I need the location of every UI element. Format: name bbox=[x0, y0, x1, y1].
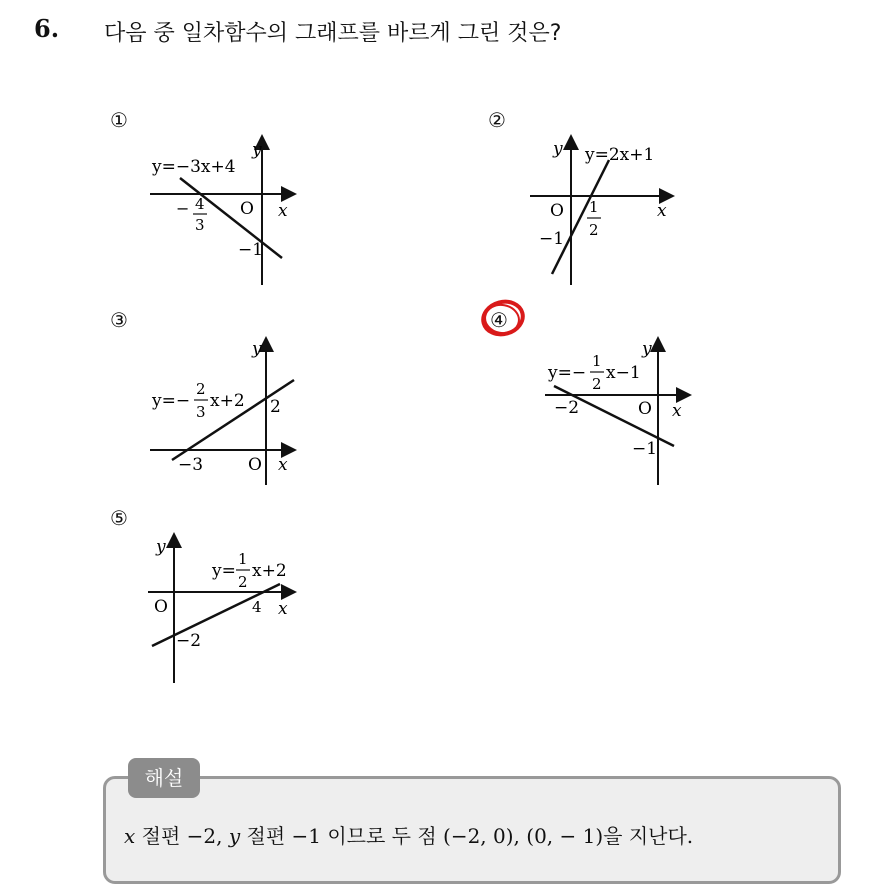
explanation-x-var: x bbox=[124, 824, 136, 848]
question-text: 다음 중 일차함수의 그래프를 바르게 그린 것은? bbox=[104, 21, 562, 46]
y-intercept-label: −1 bbox=[539, 229, 565, 249]
equation-label-a: y=− bbox=[152, 391, 191, 411]
equation-label-b: x+2 bbox=[210, 391, 245, 411]
origin-label: O bbox=[550, 201, 564, 221]
frac-num: 2 bbox=[196, 380, 206, 398]
y-label: y bbox=[642, 339, 652, 359]
x-intercept-label: −3 bbox=[178, 455, 204, 475]
x-intercept-label: −2 bbox=[554, 398, 580, 418]
frac-num: 1 bbox=[592, 352, 602, 370]
equation-label: y=2x+1 bbox=[585, 145, 655, 165]
x-label: x bbox=[278, 201, 288, 221]
y-intercept-label: −2 bbox=[176, 631, 202, 651]
choice-3-number: ③ bbox=[110, 308, 128, 332]
y-intercept-label: −1 bbox=[632, 439, 658, 459]
choice-5-number: ⑤ bbox=[110, 506, 128, 530]
choice-2-number: ② bbox=[488, 108, 506, 132]
frac-den: 3 bbox=[196, 403, 206, 421]
origin-label: O bbox=[638, 399, 652, 419]
question-number: 6. bbox=[34, 14, 60, 43]
y-label: y bbox=[156, 537, 166, 557]
choice-4-graph bbox=[540, 330, 710, 490]
choice-3-graph bbox=[140, 330, 310, 490]
frac-den: 2 bbox=[589, 221, 599, 239]
choice-2-graph bbox=[525, 130, 695, 290]
equation-label-b: x−1 bbox=[606, 363, 641, 383]
origin-label: O bbox=[154, 597, 168, 617]
y-intercept-label: 2 bbox=[270, 397, 281, 417]
explanation-part2: 절편 −1 이므로 두 점 (−2, 0), (0, − 1)을 지난다. bbox=[240, 824, 694, 848]
x-label: x bbox=[278, 455, 288, 475]
choice-1-number: ① bbox=[110, 108, 128, 132]
frac-num: 4 bbox=[195, 195, 205, 213]
explanation-text bbox=[124, 820, 693, 849]
equation-label: y=−3x+4 bbox=[152, 157, 236, 177]
explanation-part1: 절편 −2, bbox=[135, 824, 229, 848]
y-intercept-label: −1 bbox=[238, 240, 264, 260]
frac-den: 3 bbox=[195, 216, 205, 234]
equation-label-a: y=− bbox=[548, 363, 587, 383]
choice-5-graph bbox=[140, 528, 310, 688]
equation-label-b: x+2 bbox=[252, 561, 287, 581]
y-label: y bbox=[252, 140, 262, 160]
origin-label: O bbox=[248, 455, 262, 475]
x-label: x bbox=[672, 401, 682, 421]
equation-label-a: y= bbox=[212, 561, 236, 581]
choice-4-number: ④ bbox=[490, 308, 508, 332]
x-label: x bbox=[278, 599, 288, 619]
explanation-tag: 해설 bbox=[128, 758, 200, 798]
x-intercept-label: − bbox=[176, 199, 190, 218]
choice-1-graph bbox=[140, 130, 310, 290]
x-label: x bbox=[657, 201, 667, 221]
origin-label: O bbox=[240, 199, 254, 219]
frac-num: 1 bbox=[589, 198, 599, 216]
frac-den: 2 bbox=[592, 375, 602, 393]
x-intercept-label: 4 bbox=[252, 598, 262, 616]
y-label: y bbox=[553, 139, 563, 159]
explanation-y-var: y bbox=[228, 824, 241, 848]
y-label: y bbox=[252, 339, 262, 359]
frac-num: 1 bbox=[238, 550, 248, 568]
frac-den: 2 bbox=[238, 573, 248, 591]
